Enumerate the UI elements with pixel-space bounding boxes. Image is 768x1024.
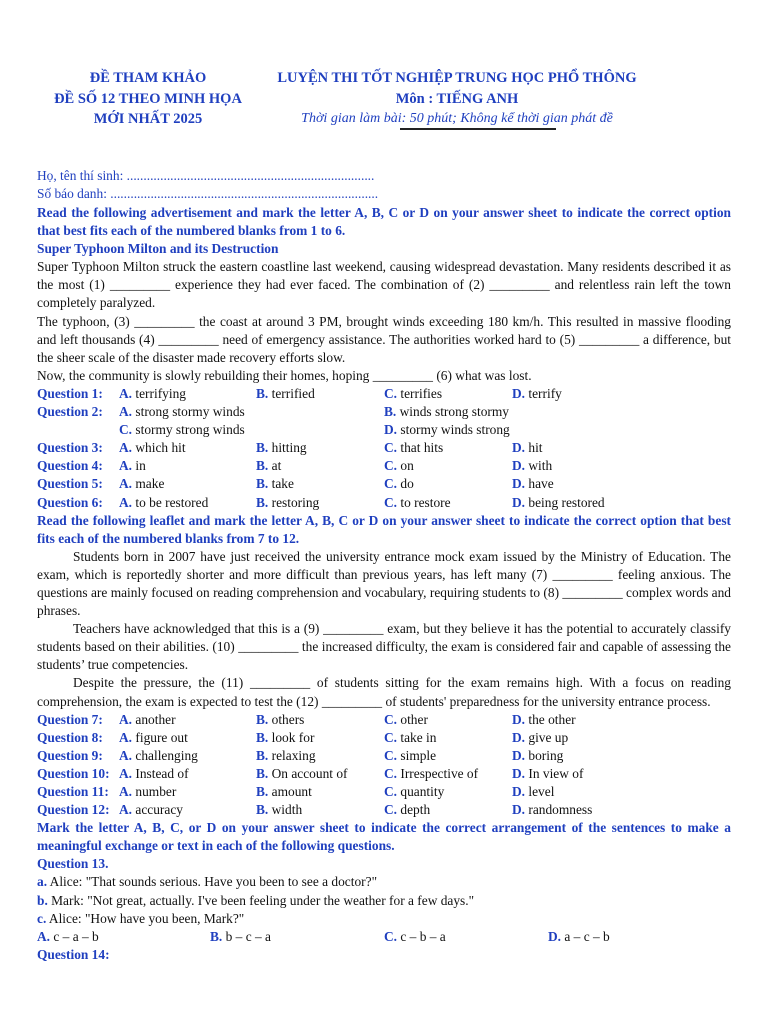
option-c[interactable]: C. Irrespective of <box>384 765 479 781</box>
passage2-para1: Students born in 2007 have just received the university entrance mock exam issued by the Ministry of Education. The exam, which is reportedly shorter and more difficult than previous years, has left many (7) _________ feeling anxious. The questions are mainly focused on reading comprehension and vocabulary, requiring students to (8) _________ complex words and phrases. <box>37 548 731 619</box>
question-label: Question 4: <box>37 458 103 474</box>
candidate-id-line: Số báo danh: ................................................................................ <box>37 186 379 201</box>
option-c[interactable]: C. other <box>384 711 428 727</box>
passage2-para2: Teachers have acknowledged that this is a (9) _________ exam, but they believe it has the potential to accurately classify students based on their abilities. (10) _________ the increased difficulty, the exam is considered fair and capable of assessing the students’ true competencies. <box>37 621 731 673</box>
option-d[interactable]: D. have <box>512 476 554 492</box>
question-row <box>37 765 731 783</box>
option-d[interactable]: D. hit <box>512 440 543 456</box>
option-c[interactable]: C. quantity <box>384 784 445 799</box>
question-row <box>37 403 731 421</box>
arrangement-item: a. Alice: "That sounds serious. Have you been to see a doctor?" <box>37 874 378 890</box>
option-c[interactable]: C. on <box>384 458 414 474</box>
section3-instruction: Mark the letter A, B, C, or D on your answer sheet to indicate the correct arrangement of the sentences to make a meaningful exchange or text in each of the following questions. <box>37 820 731 854</box>
option-a[interactable]: A. strong stormy winds <box>119 404 245 420</box>
question-label: Question 2: <box>37 404 103 420</box>
arrangement-item: c. Alice: "How have you been, Mark?" <box>37 910 245 926</box>
option-a[interactable]: A. number <box>119 784 177 799</box>
option-b[interactable]: B. hitting <box>256 440 307 456</box>
candidate-name-line: Họ, tên thí sinh: .......................................................................... <box>37 168 375 183</box>
option-d[interactable]: D. boring <box>512 747 564 763</box>
question-label: Question 7: <box>37 711 103 727</box>
option-a[interactable]: A. accuracy <box>119 802 183 818</box>
header-subject: Môn : TIẾNG ANH <box>395 91 519 107</box>
passage2-para3: Despite the pressure, the (11) _________ of students sitting for the exam remains high. With a focus on reading comprehension, the exam is expected to test the (12) _________ of students' preparedness for the university entrance process. <box>37 675 731 709</box>
header-rule <box>400 128 556 130</box>
question-row <box>37 711 731 729</box>
option-a[interactable]: A. challenging <box>119 747 198 763</box>
header-time: Thời gian làm bài: 50 phút; Không kể thời gian phát đề <box>301 111 613 126</box>
option-a[interactable]: A. terrifying <box>119 385 186 401</box>
option-d[interactable]: D. a – c – b <box>548 928 610 944</box>
question-row <box>37 457 731 475</box>
option-b[interactable]: B. width <box>256 802 303 818</box>
option-d[interactable]: D. randomness <box>512 802 593 818</box>
question-row <box>37 475 731 493</box>
question-row <box>37 385 731 403</box>
option-c[interactable]: C. do <box>384 476 414 492</box>
option-b[interactable]: B. restoring <box>256 494 320 510</box>
option-b[interactable]: B. terrified <box>256 385 315 401</box>
option-c[interactable]: C. terrifies <box>384 385 443 401</box>
option-c[interactable]: C. c – b – a <box>384 928 446 944</box>
section1-instruction: Read the following advertisement and mark the letter A, B, C or D on your answer sheet to indicate the correct option that best fits each of the numbered blanks from 1 to 6. <box>37 205 731 239</box>
option-a[interactable]: A. make <box>119 476 165 492</box>
question-label: Question 10: <box>37 765 110 781</box>
option-d[interactable]: D. the other <box>512 711 576 727</box>
option-b[interactable]: B. take <box>256 476 294 492</box>
option-b[interactable]: B. relaxing <box>256 747 316 763</box>
section2-instruction: Read the following leaflet and mark the letter A, B, C or D on your answer sheet to indicate the correct option that best fits each of the numbered blanks from 7 to 12. <box>37 512 731 546</box>
option-b[interactable]: B. amount <box>256 784 312 799</box>
question-row-continued <box>37 421 731 439</box>
option-c[interactable]: C. stormy strong winds <box>119 422 245 438</box>
option-c[interactable]: C. depth <box>384 802 431 818</box>
question-row <box>37 801 731 819</box>
option-a[interactable]: A. which hit <box>119 440 186 456</box>
option-b[interactable]: B. On account of <box>256 765 348 781</box>
question-13-options <box>37 928 731 946</box>
section1-block <box>37 204 731 964</box>
option-a[interactable]: A. in <box>119 458 146 474</box>
passage1-para2: The typhoon, (3) _________ the coast at around 3 PM, brought winds exceeding 180 km/h. This resulted in massive flooding and left thousands (4) _________ need of emergency assistance. The authorities worked hard to (5) _________ a difference, but the sheer scale of the disaster made recovery efforts slow. <box>37 313 731 365</box>
option-d[interactable]: D. give up <box>512 729 569 745</box>
option-b[interactable]: B. look for <box>256 729 315 745</box>
option-d[interactable]: D. stormy winds strong <box>384 422 510 438</box>
question-row <box>37 747 731 765</box>
option-b[interactable]: B. at <box>256 458 282 474</box>
option-d[interactable]: D. with <box>512 458 553 474</box>
question-label: Question 11: <box>37 784 109 799</box>
option-b[interactable]: B. others <box>256 711 305 727</box>
option-a[interactable]: A. to be restored <box>119 494 209 510</box>
option-c[interactable]: C. simple <box>384 747 437 763</box>
option-b[interactable]: B. winds strong stormy <box>384 404 510 420</box>
option-d[interactable]: D. being restored <box>512 494 605 510</box>
question-row <box>37 439 731 457</box>
passage1-para1: Super Typhoon Milton struck the eastern coastline last weekend, causing widespread devastation. Many residents described it as the most (1) _________ experience they had ever faced. The combination of (2) _________ and relentless rain left the town completely paralyzed. <box>37 259 731 311</box>
option-c[interactable]: C. that hits <box>384 440 444 456</box>
question-label: Question 9: <box>37 747 103 763</box>
question-label: Question 6: <box>37 494 103 510</box>
question-row <box>37 729 731 747</box>
question-label: Question 1: <box>37 385 103 401</box>
option-b[interactable]: B. b – c – a <box>210 928 272 944</box>
option-d[interactable]: D. level <box>512 784 555 799</box>
question-row <box>37 494 731 512</box>
question-row <box>37 783 731 801</box>
option-d[interactable]: D. terrify <box>512 385 562 401</box>
arrangement-item: b. Mark: "Not great, actually. I've been feeling under the weather for a few days." <box>37 892 475 908</box>
option-c[interactable]: C. take in <box>384 729 437 745</box>
option-a[interactable]: A. Instead of <box>119 765 189 781</box>
header-left-line3: MỚI NHẤT 2025 <box>93 111 203 127</box>
question-label: Question 12: <box>37 802 110 818</box>
question-14-label: Question 14: <box>37 946 110 962</box>
header-right-line1: LUYỆN THI TỐT NGHIỆP TRUNG HỌC PHỔ THÔNG <box>277 70 637 86</box>
option-a[interactable]: A. c – a – b <box>37 928 99 944</box>
passage1-para3: Now, the community is slowly rebuilding their homes, hoping _________ (6) what was lost. <box>37 367 532 383</box>
option-c[interactable]: C. to restore <box>384 494 451 510</box>
question-label: Question 3: <box>37 440 103 456</box>
option-d[interactable]: D. In view of <box>512 765 584 781</box>
question-13-label: Question 13. <box>37 856 109 872</box>
question-label: Question 5: <box>37 476 103 492</box>
option-a[interactable]: A. figure out <box>119 729 188 745</box>
header-left-line1: ĐỀ THAM KHẢO <box>89 70 207 86</box>
option-a[interactable]: A. another <box>119 711 176 727</box>
header-left-line2: ĐỀ SỐ 12 THEO MINH HỌA <box>54 91 242 107</box>
passage1-title: Super Typhoon Milton and its Destruction <box>37 241 279 257</box>
question-label: Question 8: <box>37 729 103 745</box>
